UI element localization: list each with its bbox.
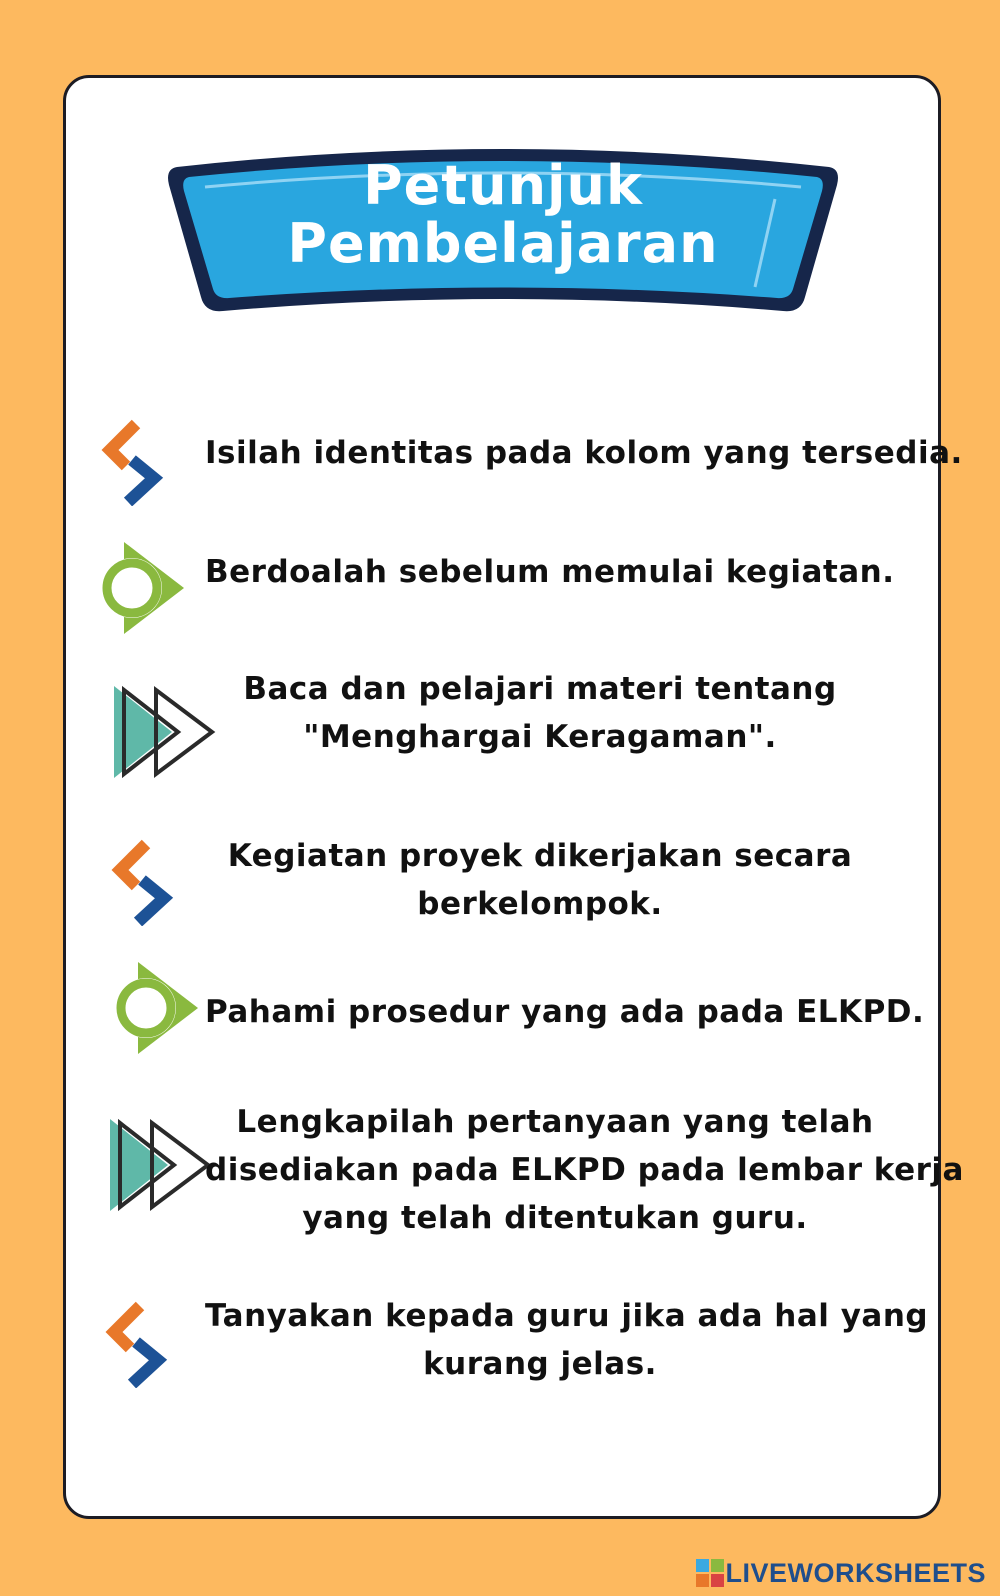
orange-blue-chevrons-icon [98, 418, 178, 506]
instruction-line: Berdoalah sebelum memulai kegiatan. [205, 554, 895, 590]
instruction-line: disediakan pada ELKPD pada lembar kerja [205, 1152, 964, 1188]
instruction-line: kurang jelas. [423, 1346, 657, 1382]
instruction-item [205, 548, 895, 596]
instruction-line: Baca dan pelajari materi tentang [243, 671, 837, 707]
orange-blue-chevrons-icon [108, 838, 188, 926]
green-circle-play-icon [112, 960, 202, 1056]
title-banner [165, 137, 841, 322]
orange-blue-chevrons-icon [102, 1300, 182, 1388]
green-circle-play-icon [98, 540, 188, 636]
instruction-line: berkelompok. [417, 886, 663, 922]
teal-double-arrow-icon [112, 684, 218, 780]
instruction-item [205, 832, 875, 928]
instruction-line: Lengkapilah pertanyaan yang telah [236, 1104, 874, 1140]
page-title-line2: Pembelajaran [287, 212, 719, 275]
page-title-line1: Petunjuk [363, 154, 643, 217]
page-title [165, 154, 841, 275]
instruction-line: Kegiatan proyek dikerjakan secara [227, 838, 853, 874]
liveworksheets-icon [695, 1558, 725, 1588]
instruction-item [205, 429, 963, 477]
liveworksheets-logo[interactable] [695, 1557, 986, 1589]
instruction-line: "Menghargai Keragaman". [303, 719, 777, 755]
instruction-line: Pahami prosedur yang ada pada ELKPD. [205, 994, 925, 1030]
instruction-item [205, 665, 875, 761]
instruction-line: Tanyakan kepada guru jika ada hal yang [205, 1298, 929, 1334]
instruction-item [205, 1292, 929, 1388]
teal-double-arrow-icon [108, 1117, 214, 1213]
instruction-item [205, 1098, 964, 1242]
instruction-line: yang telah ditentukan guru. [302, 1200, 808, 1236]
instruction-item [205, 988, 925, 1036]
instruction-line: Isilah identitas pada kolom yang tersedia. [205, 435, 963, 471]
brand-name: LIVEWORKSHEETS [725, 1557, 986, 1588]
